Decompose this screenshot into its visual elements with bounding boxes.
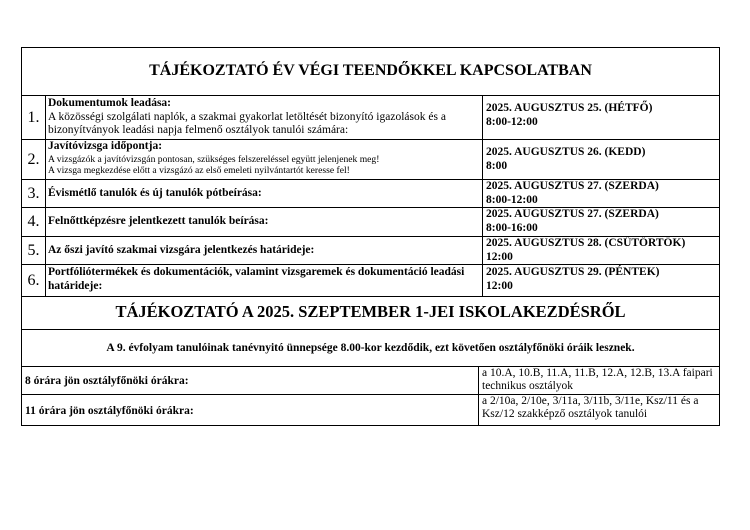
date-text: 2025. AUGUSZTUS 26. (KEDD) — [486, 146, 646, 158]
time-text: 8:00-12:00 — [486, 115, 538, 128]
row-number: 6. — [27, 271, 40, 289]
task-description: A közösségi szolgálati naplók, a szakmai gyakorlat letöltését bizonyító igazolások és a bizonyítványok leadási napja felmenő osztályok tanulói számára: — [48, 110, 446, 136]
date-text: 2025. AUGUSZTUS 27. (SZERDA) — [486, 180, 659, 192]
date-text: 2025. AUGUSZTUS 29. (PÉNTEK) — [486, 266, 660, 278]
task-heading: Évismétlő tanulók és új tanulók pótbeírása: — [48, 186, 262, 199]
task-3 — [48, 180, 478, 207]
page-title: TÁJÉKOZTATÓ ÉV VÉGI TEENDŐKKEL KAPCSOLATBAN — [149, 62, 592, 79]
date-text: 2025. AUGUSZTUS 27. (SZERDA) — [486, 208, 659, 220]
row-number: 4. — [27, 213, 40, 230]
column-divider — [482, 95, 483, 296]
task-heading: Portfóliótermékek és dokumentációk, valamint vizsgaremek és dokumentáció leadási határideje: — [48, 266, 465, 292]
schedule-classes: a 2/10a, 2/10e, 3/11a, 3/11b, 3/11e, Ksz/11 és a Ksz/12 szakképző osztályok tanulói — [482, 395, 699, 420]
task-date — [486, 180, 718, 207]
time-text: 8:00 — [486, 159, 508, 172]
task-heading: Az őszi javító szakmai vizsgára jelentkezés határideje: — [48, 243, 315, 256]
task-4 — [48, 208, 478, 236]
task-description: A vizsgázók a javítóvizsgán pontosan, szükséges felszereléssel együtt jelenjenek meg! — [48, 153, 380, 165]
task-date — [486, 208, 718, 235]
time-text: 12:00 — [486, 279, 513, 292]
task-heading: Dokumentumok leadása: — [48, 97, 172, 109]
date-text: 2025. AUGUSZTUS 28. (CSÜTÖRTÖK) — [486, 237, 686, 249]
task-2 — [48, 140, 478, 177]
task-date — [486, 237, 718, 264]
task-date — [486, 102, 718, 129]
schedule-label: 11 órára jön osztályfőnöki órákra: — [25, 404, 194, 417]
task-6 — [48, 266, 478, 293]
time-text: 12:00 — [486, 250, 513, 263]
task-date — [486, 146, 718, 173]
time-text: 8:00-12:00 — [486, 193, 538, 206]
row-number: 3. — [27, 184, 40, 202]
task-5 — [48, 237, 478, 264]
row-number: 1. — [27, 108, 40, 126]
column-divider — [45, 95, 46, 296]
divider — [21, 264, 720, 265]
task-1 — [48, 97, 478, 138]
task-heading: Felnőttképzésre jelentkezett tanulók beírása: — [48, 215, 269, 228]
divider — [21, 95, 720, 96]
section-title: TÁJÉKOZTATÓ A 2025. SZEPTEMBER 1-JEI ISKOLAKEZDÉSRŐL — [115, 302, 626, 321]
schedule-label: 8 órára jön osztályfőnöki órákra: — [25, 374, 189, 387]
ceremony-notice: A 9. évfolyam tanulóinak tanévnyitó ünnepsége 8.00-kor kezdődik, ezt követően osztályfőnöki óráik lesznek. — [106, 342, 635, 354]
task-description: A vizsga megkezdése előtt a vizsgázó az első emeleti nyilvántartót keresse fel! — [48, 165, 350, 176]
row-number: 5. — [27, 241, 40, 259]
task-heading: Javítóvizsga időpontja: — [48, 140, 163, 152]
task-date — [486, 266, 718, 293]
date-text: 2025. AUGUSZTUS 25. (HÉTFŐ) — [486, 102, 653, 114]
row-number: 2. — [27, 150, 40, 168]
column-divider — [478, 366, 479, 426]
schedule-classes: a 10.A, 10.B, 11.A, 11.B, 12.A, 12.B, 13.A faipari technikus osztályok — [482, 367, 713, 392]
time-text: 8:00-16:00 — [486, 221, 538, 234]
